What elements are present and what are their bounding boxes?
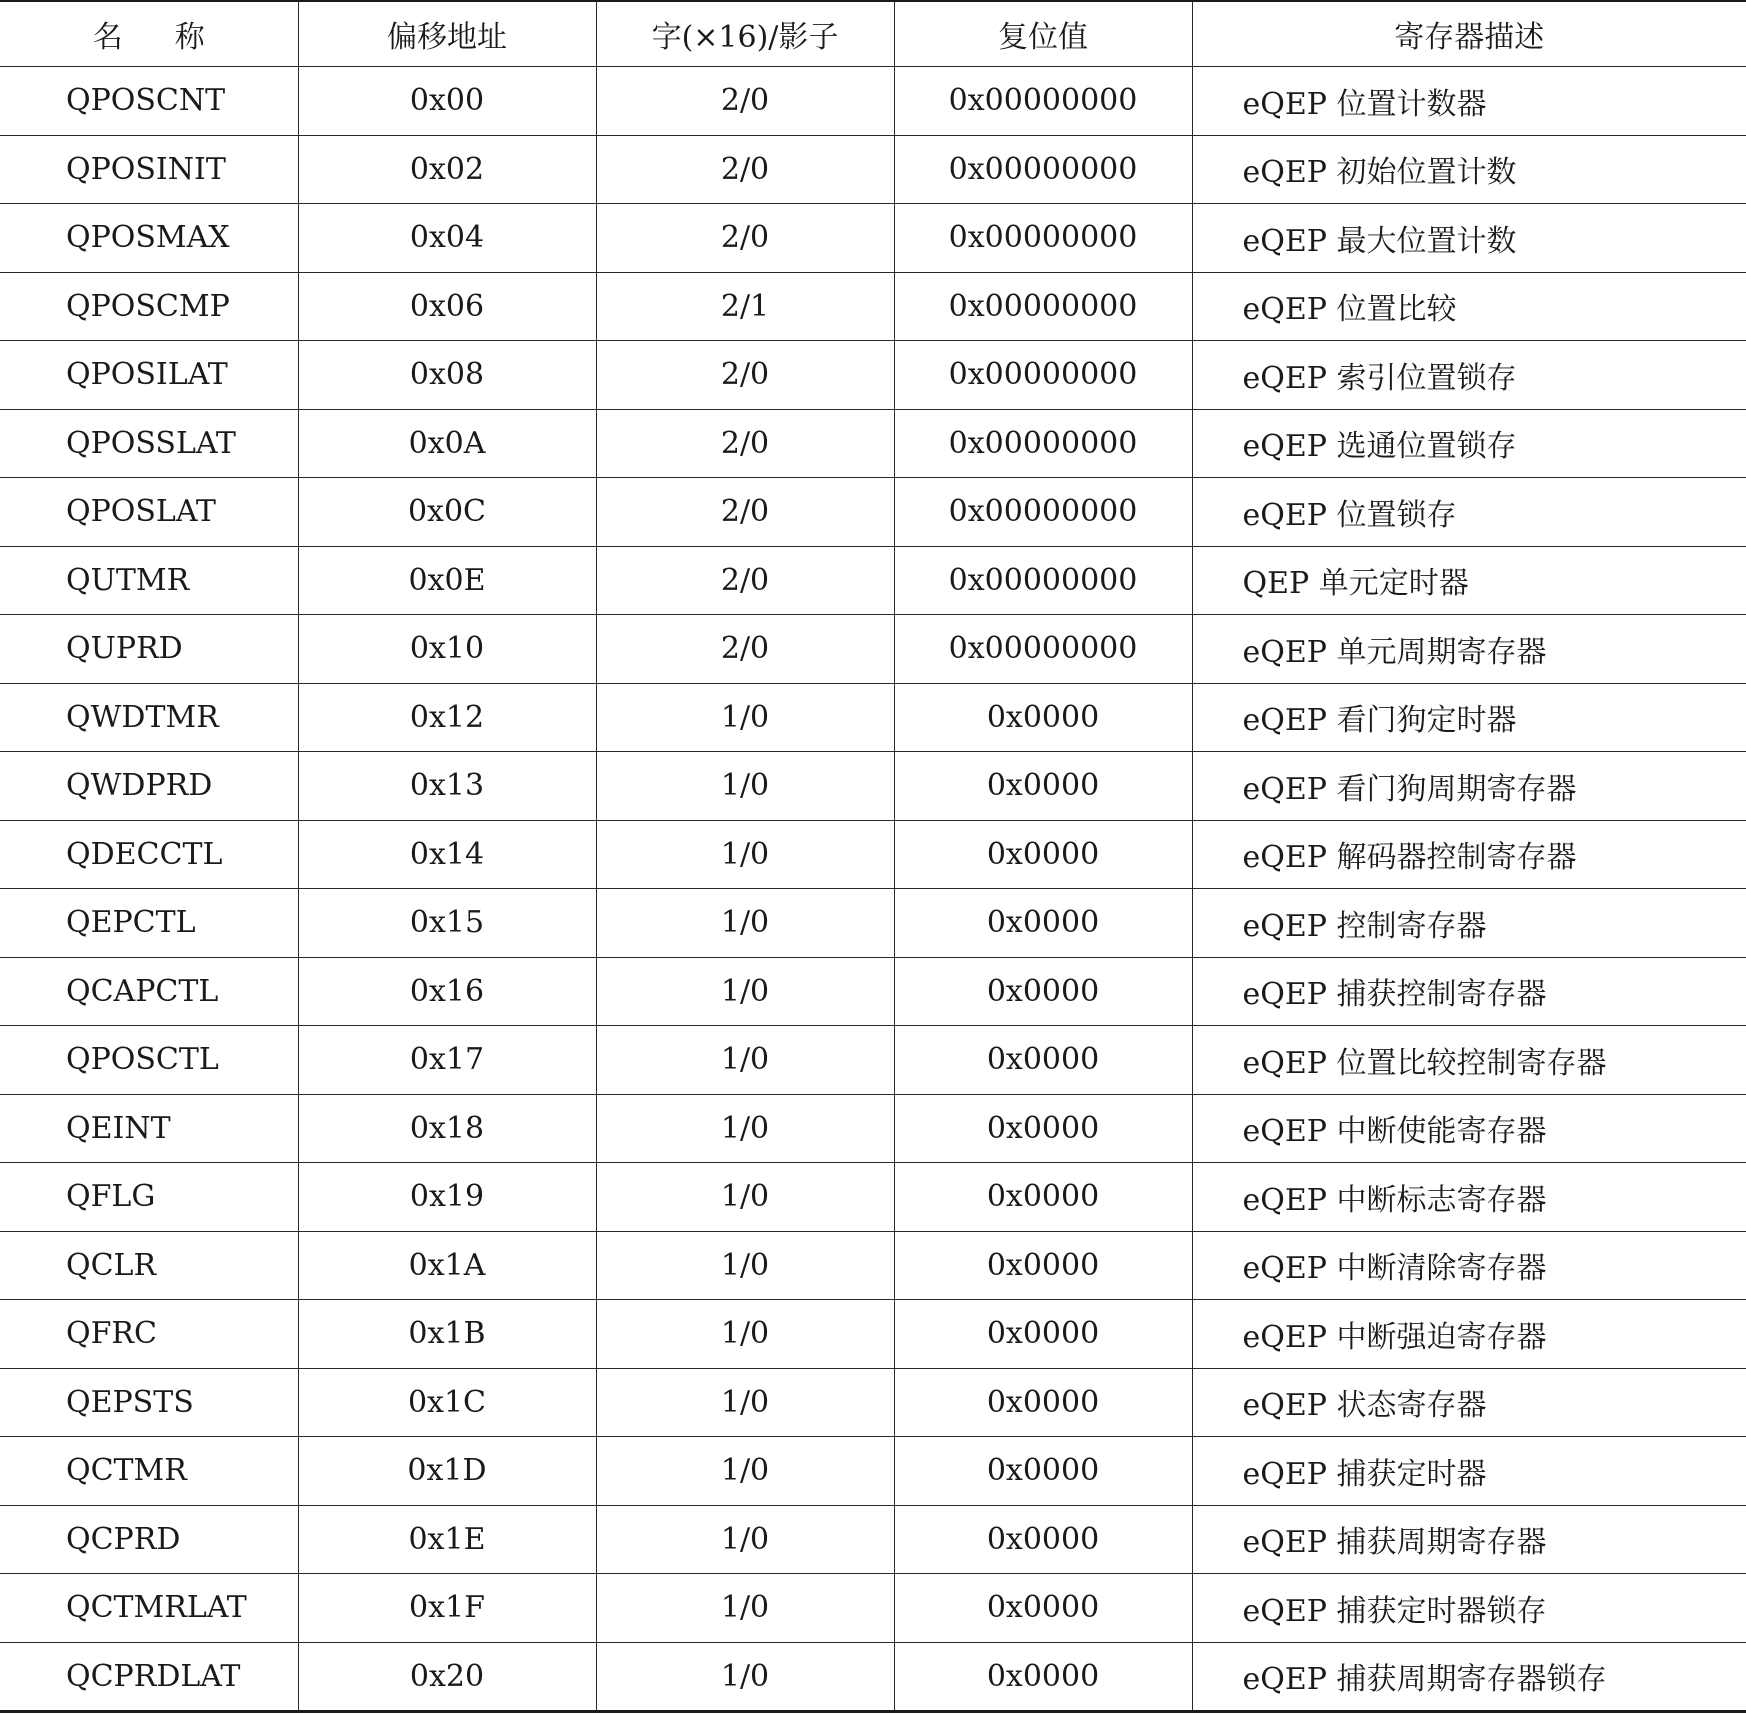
register-offset: 0x13 — [298, 752, 596, 821]
register-reset-value: 0x0000 — [894, 1300, 1192, 1369]
register-size: 2/0 — [596, 615, 894, 684]
register-size: 1/0 — [596, 1574, 894, 1643]
table-body — [0, 67, 1746, 1712]
register-name: QFRC — [0, 1300, 298, 1369]
table-row — [0, 820, 1746, 889]
register-size: 1/0 — [596, 1437, 894, 1506]
register-name: QPOSILAT — [0, 341, 298, 410]
register-offset: 0x0A — [298, 409, 596, 478]
table-row — [0, 1300, 1746, 1369]
register-description: eQEP 解码器控制寄存器 — [1192, 820, 1746, 889]
register-size: 1/0 — [596, 1300, 894, 1369]
register-description: eQEP 位置锁存 — [1192, 478, 1746, 547]
register-reset-value: 0x0000 — [894, 889, 1192, 958]
register-name: QEINT — [0, 1094, 298, 1163]
register-size: 1/0 — [596, 957, 894, 1026]
header-row — [0, 1, 1746, 67]
register-offset: 0x0C — [298, 478, 596, 547]
header-size: 字(×16)/影子 — [596, 1, 894, 67]
register-description: eQEP 位置比较控制寄存器 — [1192, 1026, 1746, 1095]
register-name: QPOSINIT — [0, 135, 298, 204]
register-offset: 0x12 — [298, 683, 596, 752]
register-offset: 0x08 — [298, 341, 596, 410]
register-description: eQEP 捕获控制寄存器 — [1192, 957, 1746, 1026]
table-row — [0, 1574, 1746, 1643]
header-description: 寄存器描述 — [1192, 1, 1746, 67]
register-size: 2/0 — [596, 135, 894, 204]
register-name: QWDPRD — [0, 752, 298, 821]
header-name — [0, 1, 298, 67]
register-description: eQEP 捕获周期寄存器锁存 — [1192, 1642, 1746, 1712]
register-size: 1/0 — [596, 1026, 894, 1095]
register-description: eQEP 中断标志寄存器 — [1192, 1163, 1746, 1232]
register-reset-value: 0x0000 — [894, 1505, 1192, 1574]
register-reset-value: 0x0000 — [894, 1368, 1192, 1437]
register-description: eQEP 控制寄存器 — [1192, 889, 1746, 958]
register-offset: 0x15 — [298, 889, 596, 958]
register-name: QPOSMAX — [0, 204, 298, 273]
register-reset-value: 0x00000000 — [894, 67, 1192, 136]
register-reset-value: 0x00000000 — [894, 341, 1192, 410]
register-description: eQEP 看门狗定时器 — [1192, 683, 1746, 752]
register-offset: 0x00 — [298, 67, 596, 136]
register-size: 2/0 — [596, 341, 894, 410]
register-name: QPOSCTL — [0, 1026, 298, 1095]
register-size: 2/0 — [596, 67, 894, 136]
header-reset: 复位值 — [894, 1, 1192, 67]
register-reset-value: 0x0000 — [894, 752, 1192, 821]
table-header — [0, 1, 1746, 67]
table-row — [0, 67, 1746, 136]
header-offset: 偏移地址 — [298, 1, 596, 67]
table-row — [0, 957, 1746, 1026]
table-row — [0, 341, 1746, 410]
table-row — [0, 1368, 1746, 1437]
register-reset-value: 0x0000 — [894, 957, 1192, 1026]
register-reset-value: 0x00000000 — [894, 135, 1192, 204]
register-name: QFLG — [0, 1163, 298, 1232]
register-size: 1/0 — [596, 820, 894, 889]
register-reset-value: 0x0000 — [894, 1094, 1192, 1163]
register-size: 1/0 — [596, 752, 894, 821]
register-reset-value: 0x0000 — [894, 1642, 1192, 1712]
register-name: QEPCTL — [0, 889, 298, 958]
register-name: QPOSLAT — [0, 478, 298, 547]
register-reset-value: 0x0000 — [894, 820, 1192, 889]
register-reset-value: 0x0000 — [894, 1026, 1192, 1095]
register-reset-value: 0x0000 — [894, 683, 1192, 752]
register-offset: 0x1B — [298, 1300, 596, 1369]
register-reset-value: 0x00000000 — [894, 204, 1192, 273]
register-size: 1/0 — [596, 1368, 894, 1437]
table-row — [0, 683, 1746, 752]
table-row — [0, 1163, 1746, 1232]
register-size: 2/0 — [596, 546, 894, 615]
register-description: eQEP 捕获周期寄存器 — [1192, 1505, 1746, 1574]
register-description: eQEP 捕获定时器锁存 — [1192, 1574, 1746, 1643]
register-size: 1/0 — [596, 1094, 894, 1163]
register-name: QUTMR — [0, 546, 298, 615]
register-offset: 0x06 — [298, 272, 596, 341]
register-name: QDECCTL — [0, 820, 298, 889]
register-description: eQEP 选通位置锁存 — [1192, 409, 1746, 478]
register-description: eQEP 中断使能寄存器 — [1192, 1094, 1746, 1163]
register-name: QCLR — [0, 1231, 298, 1300]
table-row — [0, 889, 1746, 958]
register-offset: 0x14 — [298, 820, 596, 889]
register-description: eQEP 状态寄存器 — [1192, 1368, 1746, 1437]
register-offset: 0x1F — [298, 1574, 596, 1643]
table-row — [0, 204, 1746, 273]
register-description: eQEP 看门狗周期寄存器 — [1192, 752, 1746, 821]
register-size: 1/0 — [596, 1505, 894, 1574]
table-row — [0, 1642, 1746, 1712]
register-offset: 0x1C — [298, 1368, 596, 1437]
register-description: QEP 单元定时器 — [1192, 546, 1746, 615]
table-row — [0, 1437, 1746, 1506]
register-name: QEPSTS — [0, 1368, 298, 1437]
register-size: 2/0 — [596, 409, 894, 478]
register-size: 1/0 — [596, 1642, 894, 1712]
register-name: QCPRDLAT — [0, 1642, 298, 1712]
register-description: eQEP 捕获定时器 — [1192, 1437, 1746, 1506]
table-row — [0, 752, 1746, 821]
table-row — [0, 1094, 1746, 1163]
register-reset-value: 0x0000 — [894, 1163, 1192, 1232]
register-name: QUPRD — [0, 615, 298, 684]
register-offset: 0x10 — [298, 615, 596, 684]
register-name: QCAPCTL — [0, 957, 298, 1026]
register-description: eQEP 单元周期寄存器 — [1192, 615, 1746, 684]
register-offset: 0x19 — [298, 1163, 596, 1232]
register-size: 2/0 — [596, 478, 894, 547]
register-size: 1/0 — [596, 683, 894, 752]
register-offset: 0x18 — [298, 1094, 596, 1163]
register-reset-value: 0x00000000 — [894, 478, 1192, 547]
register-offset: 0x1E — [298, 1505, 596, 1574]
table-row — [0, 478, 1746, 547]
register-description: eQEP 中断清除寄存器 — [1192, 1231, 1746, 1300]
register-name: QCPRD — [0, 1505, 298, 1574]
table-row — [0, 615, 1746, 684]
register-offset: 0x17 — [298, 1026, 596, 1095]
register-name: QCTMRLAT — [0, 1574, 298, 1643]
register-name: QPOSSLAT — [0, 409, 298, 478]
register-reset-value: 0x00000000 — [894, 546, 1192, 615]
register-reset-value: 0x0000 — [894, 1574, 1192, 1643]
register-size: 1/0 — [596, 1163, 894, 1232]
register-name: QPOSCMP — [0, 272, 298, 341]
table-row — [0, 272, 1746, 341]
table-row — [0, 1505, 1746, 1574]
register-description: eQEP 位置比较 — [1192, 272, 1746, 341]
table-row — [0, 1026, 1746, 1095]
register-reset-value: 0x0000 — [894, 1231, 1192, 1300]
register-description: eQEP 索引位置锁存 — [1192, 341, 1746, 410]
register-name: QPOSCNT — [0, 67, 298, 136]
register-offset: 0x1A — [298, 1231, 596, 1300]
register-description: eQEP 初始位置计数 — [1192, 135, 1746, 204]
register-name: QWDTMR — [0, 683, 298, 752]
register-name: QCTMR — [0, 1437, 298, 1506]
register-description: eQEP 最大位置计数 — [1192, 204, 1746, 273]
table-row — [0, 135, 1746, 204]
table-row — [0, 1231, 1746, 1300]
register-offset: 0x02 — [298, 135, 596, 204]
register-offset: 0x04 — [298, 204, 596, 273]
register-size: 1/0 — [596, 889, 894, 958]
header-name-char-2: 称 — [174, 20, 205, 55]
register-reset-value: 0x00000000 — [894, 409, 1192, 478]
register-reset-value: 0x00000000 — [894, 272, 1192, 341]
register-description: eQEP 中断强迫寄存器 — [1192, 1300, 1746, 1369]
register-offset: 0x16 — [298, 957, 596, 1026]
table-row — [0, 546, 1746, 615]
table-row — [0, 409, 1746, 478]
register-size: 2/1 — [596, 272, 894, 341]
register-offset: 0x0E — [298, 546, 596, 615]
register-offset: 0x20 — [298, 1642, 596, 1712]
register-reset-value: 0x00000000 — [894, 615, 1192, 684]
register-offset: 0x1D — [298, 1437, 596, 1506]
register-description: eQEP 位置计数器 — [1192, 67, 1746, 136]
register-reset-value: 0x0000 — [894, 1437, 1192, 1506]
header-name-char-1: 名 — [92, 20, 123, 55]
register-size: 2/0 — [596, 204, 894, 273]
register-size: 1/0 — [596, 1231, 894, 1300]
